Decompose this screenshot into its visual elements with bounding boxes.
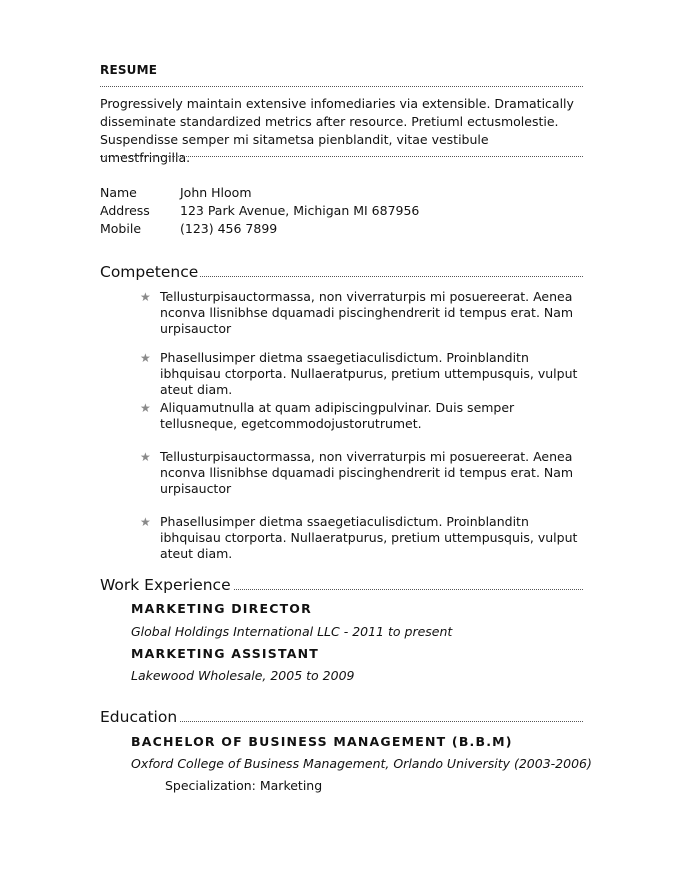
specialization-text: Specialization: Marketing bbox=[165, 778, 323, 793]
name-label: Name bbox=[100, 185, 137, 200]
star-bullet-icon: ★ bbox=[140, 290, 151, 304]
contact-mobile-row bbox=[100, 220, 277, 238]
star-bullet-icon: ★ bbox=[140, 351, 151, 365]
competence-heading: Competence bbox=[100, 263, 199, 281]
name-value: John Hloom bbox=[180, 185, 252, 200]
star-bullet-icon: ★ bbox=[140, 401, 151, 415]
summary-divider bbox=[100, 156, 583, 157]
header-divider bbox=[100, 86, 583, 87]
address-label: Address bbox=[100, 203, 150, 218]
job-detail: Global Holdings International LLC - 2011 to present bbox=[131, 624, 453, 639]
mobile-value: (123) 456 7899 bbox=[180, 221, 278, 236]
work-heading: Work Experience bbox=[100, 576, 231, 594]
school-detail: Oxford College of Business Management, Orlando University (2003-2006) bbox=[131, 756, 592, 771]
star-bullet-icon: ★ bbox=[140, 450, 151, 464]
summary-text: Progressively maintain extensive infomediaries via extensible. Dramatically disseminate standardized metrics after resource. Pretiuml ectusmolestie. Suspendisse semper mi sitametsa pienblandit, vitae vestibule umestfringilla. bbox=[100, 96, 574, 165]
education-heading: Education bbox=[100, 708, 178, 726]
competence-item-text: Tellusturpisauctormassa, non viverraturpis mi posuereerat. Aenea nconva llisnibhse dquamadi piscinghendrerit id tempus erat. Nam urpisauctor bbox=[160, 449, 574, 496]
competence-item-text: Tellusturpisauctormassa, non viverraturpis mi posuereerat. Aenea nconva llisnibhse dquamadi piscinghendrerit id tempus erat. Nam urpisauctor bbox=[160, 289, 574, 336]
degree-title: BACHELOR OF BUSINESS MANAGEMENT (B.B.M) bbox=[131, 734, 513, 749]
competence-item-text: Aliquamutnulla at quam adipiscingpulvinar. Duis semper tellusneque, egetcommodojustorutrumet. bbox=[160, 400, 515, 431]
competence-item-text: Phasellusimper dietma ssaegetiaculisdictum. Proinblanditn ibhquisau ctorporta. Nullaeratpurus, pretium uttempusquis, vulput ateut diam. bbox=[160, 514, 578, 561]
contact-name-row bbox=[100, 184, 252, 202]
job-title: MARKETING DIRECTOR bbox=[131, 601, 312, 616]
resume-label: RESUME bbox=[100, 63, 158, 77]
contact-address-row bbox=[100, 202, 419, 220]
address-value: 123 Park Avenue, Michigan MI 687956 bbox=[180, 203, 420, 218]
job-detail: Lakewood Wholesale, 2005 to 2009 bbox=[131, 668, 355, 683]
star-bullet-icon: ★ bbox=[140, 515, 151, 529]
mobile-label: Mobile bbox=[100, 221, 142, 236]
competence-item-text: Phasellusimper dietma ssaegetiaculisdictum. Proinblanditn ibhquisau ctorporta. Nullaeratpurus, pretium uttempusquis, vulput ateut diam. bbox=[160, 350, 578, 397]
job-title: MARKETING ASSISTANT bbox=[131, 646, 320, 661]
